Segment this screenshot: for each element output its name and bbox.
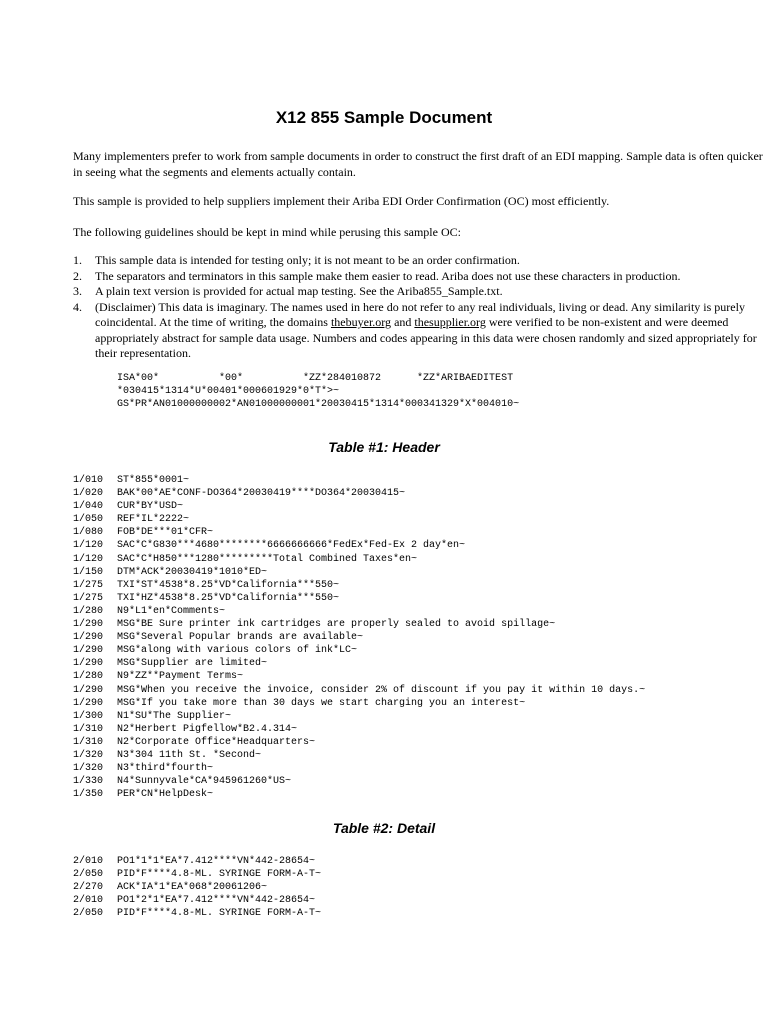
disclaimer-item — [73, 300, 763, 362]
segment-text: SAC*C*G830***4680********6666666666*FedEx*Fed-Ex 2 day*en~ — [117, 540, 466, 552]
header-segment-list — [73, 474, 645, 801]
segment-position: 1/310 — [73, 723, 104, 735]
segment-position: 1/280 — [73, 605, 104, 617]
guideline-text: A plain text version is provided for actual map testing. See the Ariba855_Sample.txt. — [95, 284, 503, 298]
guideline-item — [73, 269, 763, 285]
guideline-number: 1. — [73, 253, 82, 267]
segment-position: 1/020 — [73, 488, 104, 500]
guideline-text: The separators and terminators in this sample make them easier to read. Ariba does not use these characters in production. — [95, 268, 681, 283]
segment-text: REF*IL*2222~ — [117, 514, 190, 526]
segment-row — [73, 894, 321, 907]
detail-segment-list — [73, 855, 321, 920]
segment-row — [73, 881, 321, 894]
guideline-number: 3. — [73, 284, 82, 298]
segment-position: 1/320 — [73, 749, 104, 761]
guidelines-intro: The following guidelines should be kept in mind while perusing this sample OC: — [73, 225, 461, 239]
segment-text: MSG*Several Popular brands are available~ — [117, 632, 364, 644]
segment-row — [73, 579, 645, 592]
segment-position: 1/290 — [73, 645, 104, 657]
segment-text: MSG*BE Sure printer ink cartridges are properly sealed to avoid spillage~ — [117, 619, 556, 631]
segment-position: 1/275 — [73, 579, 104, 591]
segment-position: 1/350 — [73, 789, 104, 801]
segment-position: 1/310 — [73, 736, 104, 748]
segment-row — [73, 670, 645, 683]
segment-row — [73, 592, 645, 605]
segment-text: PID*F****4.8-ML. SYRINGE FORM-A-T~ — [117, 869, 322, 881]
segment-row — [73, 553, 645, 566]
segment-row — [73, 605, 645, 618]
segment-text: N2*Herbert Pigfellow*B2.4.314~ — [117, 723, 298, 735]
segment-text: DTM*ACK*20030419*1010*ED~ — [117, 566, 268, 578]
guideline-number: 4. — [73, 299, 82, 314]
segment-row — [73, 474, 645, 487]
segment-position: 1/320 — [73, 763, 104, 775]
segment-position: 2/050 — [73, 908, 104, 920]
segment-position: 1/150 — [73, 566, 104, 578]
segment-text: ST*855*0001~ — [117, 475, 190, 486]
segment-position: 1/040 — [73, 501, 104, 513]
guideline-number: 2. — [73, 268, 82, 283]
segment-text: FOB*DE***01*CFR~ — [117, 527, 214, 539]
segment-position: 2/010 — [73, 856, 104, 867]
segment-row — [73, 657, 645, 670]
disclaimer-text-a: (Disclaimer) This data is imaginary. The names used in here do not refer to any real individuals, living or dead. Any similarity is purely coincidental. At the time of writing, the domains — [95, 299, 745, 329]
segment-position: 1/290 — [73, 697, 104, 709]
segment-text: PO1*2*1*EA*7.412****VN*442-28654~ — [117, 895, 316, 907]
segment-row — [73, 788, 645, 801]
segment-position: 1/120 — [73, 540, 104, 552]
segment-row — [73, 855, 321, 868]
segment-position: 1/290 — [73, 619, 104, 631]
segment-row — [73, 710, 645, 723]
segment-position: 1/275 — [73, 592, 104, 604]
segment-row — [73, 907, 321, 920]
segment-row — [73, 762, 645, 775]
intro-paragraph: Many implementers prefer to work from sample documents in order to construct the first draft of an EDI mapping. Sample data is often quicker in seeing what the segments and elements actually contain. — [73, 149, 763, 179]
segment-text: N1*SU*The Supplier~ — [117, 710, 232, 722]
segment-position: 1/290 — [73, 684, 104, 696]
guideline-text: This sample data is intended for testing only; it is not meant to be an order confirmation. — [95, 253, 520, 267]
segment-text: MSG*along with various colors of ink*LC~ — [117, 645, 358, 657]
segment-text: MSG*When you receive the invoice, consider 2% of discount if you pay it within 10 days.~ — [117, 684, 646, 696]
purpose-paragraph: This sample is provided to help suppliers implement their Ariba EDI Order Confirmation (OC) most efficiently. — [73, 194, 610, 208]
detail-table-title: Table #2: Detail — [332, 820, 436, 836]
thebuyer-link[interactable]: thebuyer.org — [330, 315, 392, 329]
segment-position: 1/280 — [73, 671, 104, 683]
guideline-item — [73, 253, 763, 269]
page-title: X12 855 Sample Document — [275, 108, 493, 127]
segment-text: CUR*BY*USD~ — [117, 501, 184, 513]
isa-gs-envelope: ISA*00* *00* *ZZ*284010872 *ZZ*ARIBAEDITEST *030415*1314*U*00401*000601929*0*T*>~ GS*PR*AN01000000002*AN01000000001*20030415*1314*000341329*X*004010~ — [117, 373, 520, 411]
segment-position: 1/290 — [73, 632, 104, 644]
segment-position: 1/120 — [73, 553, 104, 565]
segment-position: 1/330 — [73, 776, 104, 788]
segment-text: ACK*IA*1*EA*068*20061206~ — [117, 882, 268, 894]
header-table-title: Table #1: Header — [328, 439, 440, 455]
segment-text: MSG*If you take more than 30 days we start charging you an interest~ — [117, 697, 526, 709]
segment-row — [73, 684, 645, 697]
segment-row — [73, 631, 645, 644]
segment-text: MSG*Supplier are limited~ — [117, 658, 268, 670]
segment-text: PER*CN*HelpDesk~ — [117, 789, 214, 801]
segment-position: 2/270 — [73, 882, 104, 894]
segment-row — [73, 749, 645, 762]
segment-text: TXI*HZ*4538*8.25*VD*California***550~ — [117, 592, 340, 604]
segment-text: PID*F****4.8-ML. SYRINGE FORM-A-T~ — [117, 908, 322, 920]
segment-text: SAC*C*H850***1280*********Total Combined Taxes*en~ — [117, 553, 418, 565]
segment-text: TXI*ST*4538*8.25*VD*California***550~ — [117, 579, 340, 591]
segment-text: N9*L1*en*Comments~ — [117, 605, 226, 617]
segment-row — [73, 500, 645, 513]
segment-row — [73, 513, 645, 526]
disclaimer-text-c: were verified to be non-existent and were deemed appropriately abstract for sample data usage. Numbers and codes appearing in this data were chosen randomly and sized appropriately for their representation. — [95, 315, 757, 360]
segment-text: BAK*00*AE*CONF-DO364*20030419****DO364*20030415~ — [117, 488, 406, 500]
segment-row — [73, 487, 645, 500]
segment-row — [73, 526, 645, 539]
segment-row — [73, 775, 645, 788]
segment-row — [73, 736, 645, 749]
segment-position: 1/050 — [73, 514, 104, 526]
segment-position: 1/290 — [73, 658, 104, 670]
segment-text: N2*Corporate Office*Headquarters~ — [117, 736, 316, 748]
segment-position: 1/010 — [73, 475, 104, 486]
segment-text: N3*third*fourth~ — [117, 763, 214, 775]
segment-row — [73, 697, 645, 710]
segment-text: N3*304 11th St. *Second~ — [117, 749, 262, 761]
guidelines-list — [73, 253, 763, 362]
segment-position: 2/010 — [73, 895, 104, 907]
segment-row — [73, 566, 645, 579]
guideline-item — [73, 284, 763, 300]
segment-row — [73, 539, 645, 552]
segment-text: PO1*1*1*EA*7.412****VN*442-28654~ — [117, 856, 316, 867]
segment-row — [73, 618, 645, 631]
thesupplier-link[interactable]: thesupplier.org — [414, 315, 486, 329]
segment-row — [73, 723, 645, 736]
segment-position: 1/300 — [73, 710, 104, 722]
segment-text: N9*ZZ**Payment Terms~ — [117, 671, 244, 683]
segment-position: 2/050 — [73, 869, 104, 881]
segment-position: 1/080 — [73, 527, 104, 539]
disclaimer-text-b: and — [391, 315, 415, 329]
segment-row — [73, 868, 321, 881]
segment-text: N4*Sunnyvale*CA*945961260*US~ — [117, 776, 292, 788]
segment-row — [73, 644, 645, 657]
